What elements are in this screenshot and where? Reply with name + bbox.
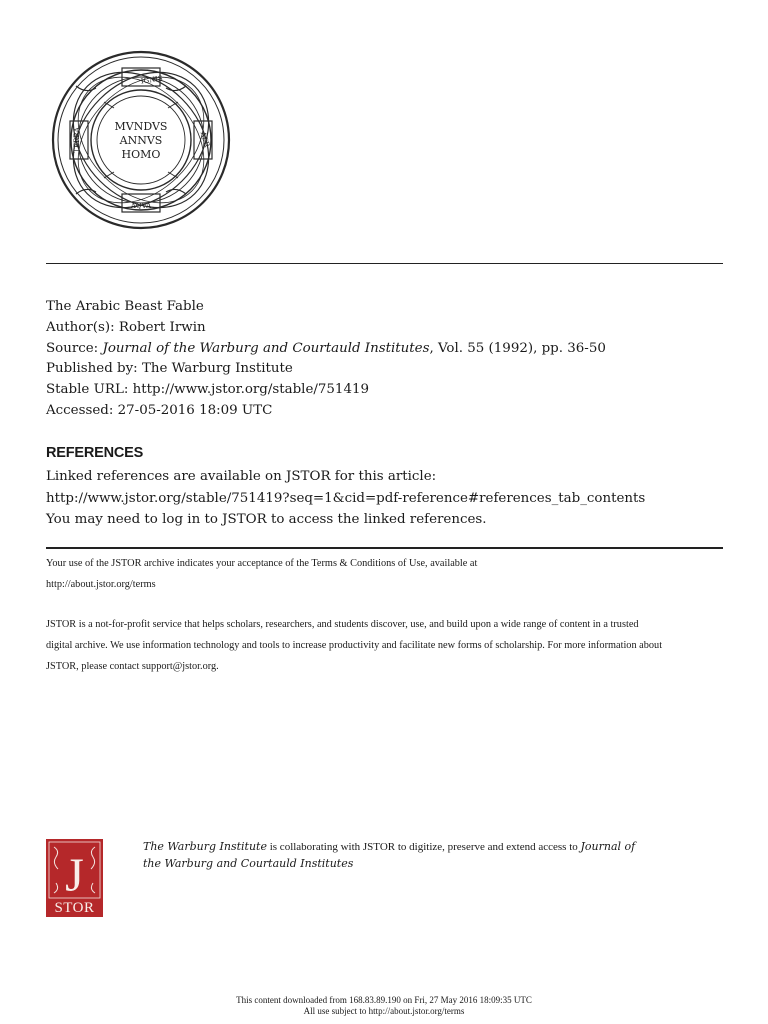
- source-label: Source:: [46, 340, 99, 356]
- jstor-logo-wordmark: STOR: [54, 900, 95, 916]
- jstor-about-line-3: JSTOR, please contact support@jstor.org.: [46, 661, 219, 672]
- journal-name-part-2: the Warburg and Courtauld Institutes: [143, 856, 354, 870]
- publisher-name: The Warburg Institute: [141, 361, 293, 377]
- jstor-about-line-1: JSTOR is a not-for-profit service that helps scholars, researchers, and students discover, use, and build upon a wide range of content in a trusted: [46, 619, 639, 630]
- emblem-word-center-2: ANNVS: [119, 134, 163, 147]
- source-line: [46, 339, 606, 360]
- jstor-about-line-2: digital archive. We use information technology and tools to increase productivity and facilitate new forms of scholarship. For more information about: [46, 640, 663, 651]
- references-heading: REFERENCES: [46, 445, 144, 461]
- emblem-word-left: TERRA: [73, 127, 81, 153]
- article-title: The Arabic Beast Fable: [46, 299, 204, 314]
- emblem-word-bottom: AQVA: [130, 202, 152, 210]
- source-details: , Vol. 55 (1992), pp. 36-50: [429, 340, 606, 356]
- collaboration-text: is collaborating with JSTOR to digitize, preserve and extend access to: [266, 841, 581, 853]
- emblem-word-center-1: MVNDVS: [114, 120, 168, 133]
- jstor-logo-graphic: [46, 839, 103, 917]
- emblem-word-right: AER: [198, 130, 212, 148]
- accessed-label: Accessed:: [46, 402, 114, 418]
- jstor-logo-letter: J: [65, 849, 84, 902]
- emblem-word-center-3: HOMO: [121, 148, 161, 161]
- accessed-date: 27-05-2016 18:09 UTC: [117, 402, 273, 418]
- emblem-graphic: [46, 46, 236, 234]
- stable-url-label: Stable URL:: [46, 382, 129, 398]
- article-metadata: [46, 297, 606, 422]
- emblem-word-top: IGNIS: [140, 74, 164, 86]
- author-label: Author(s):: [46, 319, 115, 335]
- terms-line-1: Your use of the JSTOR archive indicates your acceptance of the Terms & Conditions of Use, available at: [46, 558, 478, 569]
- warburg-emblem: [46, 46, 236, 234]
- author-name: Robert Irwin: [118, 319, 206, 335]
- footer-terms: All use subject to http://about.jstor.org/terms: [303, 1006, 465, 1016]
- accessed-line: [46, 401, 606, 422]
- collaboration-statement: [143, 839, 635, 872]
- references-login-note: You may need to log in to JSTOR to access the linked references.: [46, 512, 487, 527]
- jstor-logo: [46, 839, 103, 917]
- journal-name-part-1: Journal of: [580, 840, 636, 853]
- institute-name: The Warburg Institute: [143, 840, 267, 853]
- source-journal: Journal of the Warburg and Courtauld Institutes: [102, 340, 430, 356]
- footer-download-info: This content downloaded from 168.83.89.190 on Fri, 27 May 2016 18:09:35 UTC: [236, 995, 532, 1005]
- stable-url-link[interactable]: http://www.jstor.org/stable/751419: [132, 382, 370, 398]
- references-link[interactable]: http://www.jstor.org/stable/751419?seq=1&cid=pdf-reference#references_tab_contents: [46, 490, 646, 506]
- references-block: [46, 466, 645, 531]
- publisher-line: [46, 359, 606, 380]
- stable-url-line: [46, 380, 606, 401]
- references-intro: Linked references are available on JSTOR for this article:: [46, 469, 437, 484]
- publisher-label: Published by:: [46, 361, 138, 377]
- terms-link[interactable]: http://about.jstor.org/terms: [46, 579, 156, 590]
- middle-divider: [46, 547, 723, 549]
- top-divider: [46, 263, 723, 264]
- author-line: [46, 318, 606, 339]
